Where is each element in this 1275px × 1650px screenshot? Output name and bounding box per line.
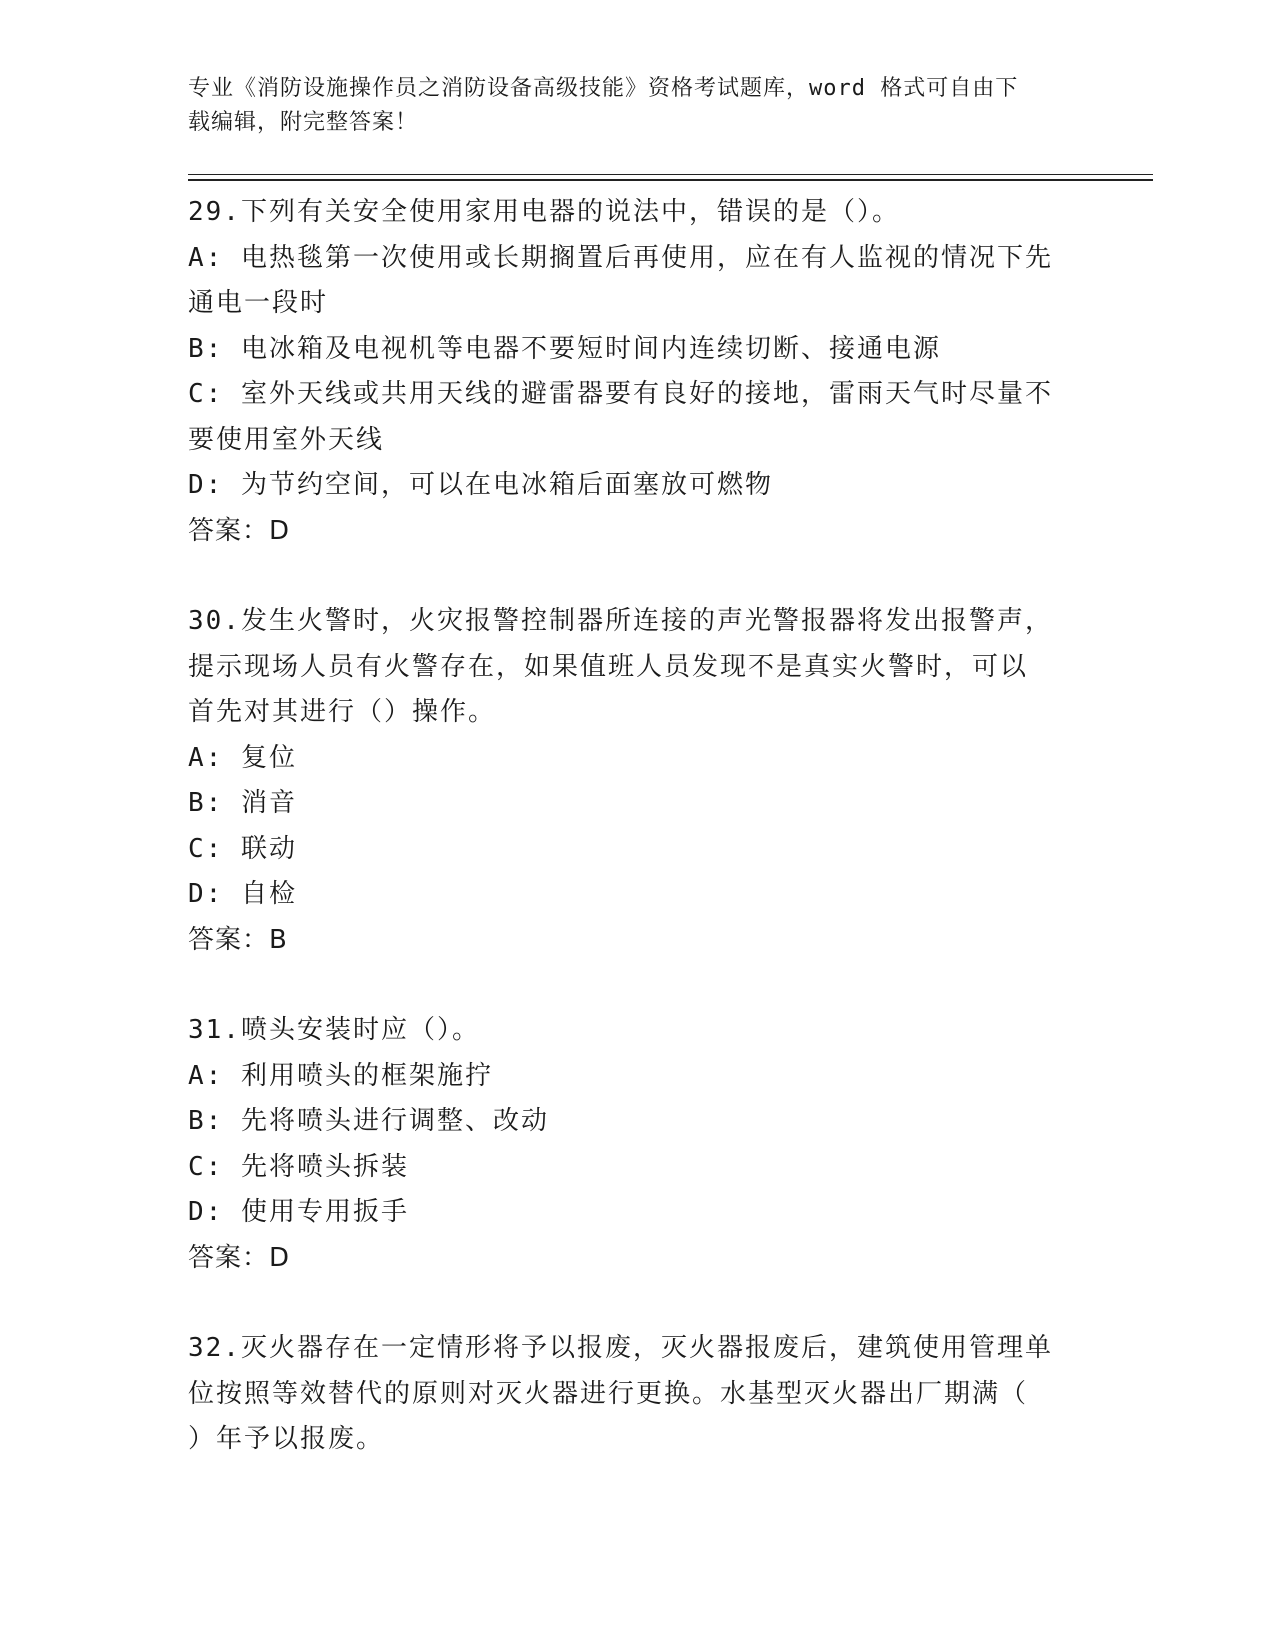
option-line: D: 使用专用扳手	[188, 1197, 409, 1227]
answer-line: 答案：B	[188, 924, 288, 955]
question-stem-line: 32.灭火器存在一定情形将予以报废，灭火器报废后，建筑使用管理单	[188, 1333, 1053, 1363]
option-line: 通电一段时	[188, 288, 329, 318]
option-line: A: 利用喷头的框架施拧	[188, 1060, 493, 1091]
question-block	[188, 1008, 1088, 1281]
option-line: B: 先将喷头进行调整、改动	[188, 1106, 549, 1136]
question-stem-line: 29.下列有关安全使用家用电器的说法中，错误的是（）。	[188, 197, 900, 227]
question-stem-line: 首先对其进行（）操作。	[188, 697, 497, 727]
question-stem-line: 提示现场人员有火警存在，如果值班人员发现不是真实火警时，可以	[188, 651, 1029, 682]
option-line: A: 复位	[188, 742, 297, 773]
answer-line: 答案：D	[188, 515, 291, 546]
option-line: C: 室外天线或共用天线的避雷器要有良好的接地，雷雨天气时尽量不	[188, 379, 1053, 409]
question-stem-line: 31.喷头安装时应（）。	[188, 1015, 480, 1045]
header-line-2: 载编辑，附完整答案！	[188, 110, 419, 135]
question-list	[188, 190, 1088, 1508]
header-line-1: 专业《消防设施操作员之消防设备高级技能》资格考试题库，word 格式可自由下	[188, 76, 1019, 101]
option-line: C: 先将喷头拆装	[188, 1151, 409, 1182]
option-line: A: 电热毯第一次使用或长期搁置后再使用，应在有人监视的情况下先	[188, 242, 1053, 273]
question-block	[188, 190, 1088, 554]
option-line: B: 消音	[188, 788, 297, 818]
question-block	[188, 1326, 1088, 1463]
question-stem-line: ）年予以报废。	[188, 1424, 385, 1454]
option-line: D: 自检	[188, 879, 297, 909]
header-divider-bottom	[188, 179, 1153, 181]
option-line: C: 联动	[188, 833, 297, 864]
header-divider-top	[188, 174, 1153, 175]
option-line: D: 为节约空间，可以在电冰箱后面塞放可燃物	[188, 470, 773, 500]
question-stem-line: 30.发生火警时，火灾报警控制器所连接的声光警报器将发出报警声，	[188, 606, 1053, 636]
question-stem-line: 位按照等效替代的原则对灭火器进行更换。水基型灭火器出厂期满（	[188, 1378, 1029, 1409]
answer-line: 答案：D	[188, 1242, 291, 1273]
option-line: B: 电冰箱及电视机等电器不要短时间内连续切断、接通电源	[188, 333, 941, 364]
question-block	[188, 599, 1088, 963]
document-header	[188, 72, 1068, 140]
option-line: 要使用室外天线	[188, 424, 385, 455]
